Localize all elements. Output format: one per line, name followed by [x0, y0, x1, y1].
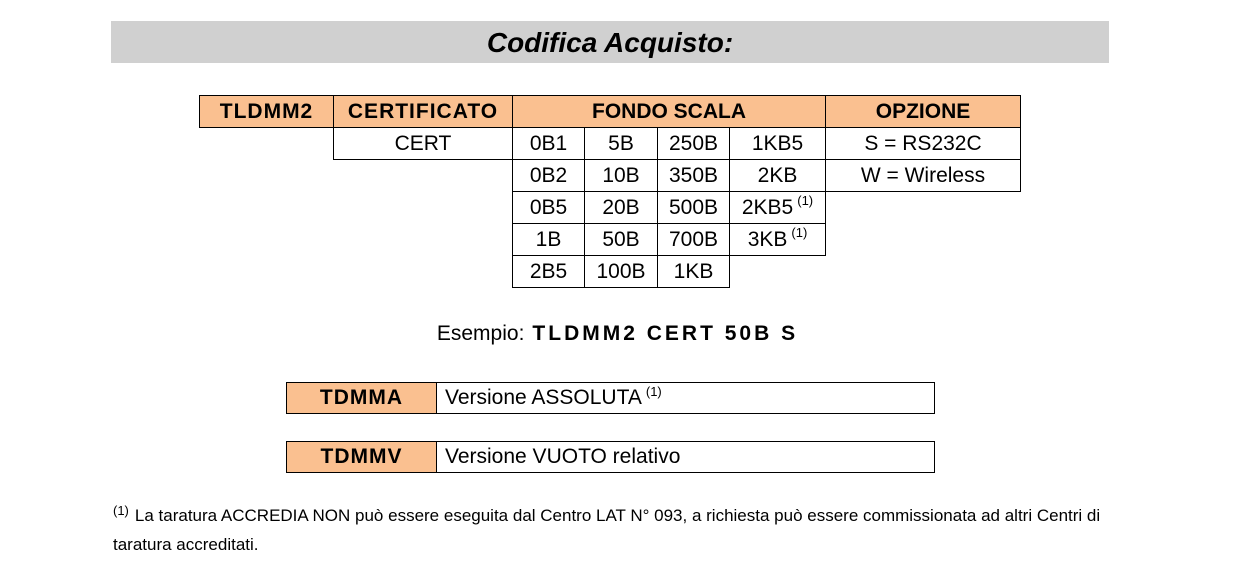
option-serial: S = RS232C	[825, 127, 1021, 160]
version-code-absolute: TDMMA	[286, 382, 437, 414]
full-scale-cell: 500B	[657, 191, 730, 224]
full-scale-cell: 50B	[584, 223, 658, 256]
header-full-scale: FONDO SCALA	[512, 95, 826, 128]
full-scale-value: 3KB	[747, 227, 788, 251]
option-wireless: W = Wireless	[825, 159, 1021, 192]
footnote-text: La taratura ACCREDIA NON può essere eseguita dal Centro LAT N° 093, a richiesta può essere commissionata ad altri Centri di taratura accreditati.	[113, 506, 1101, 554]
header-certificate: CERTIFICATO	[333, 95, 513, 128]
header-option: OPZIONE	[825, 95, 1021, 128]
full-scale-cell: 0B2	[512, 159, 585, 192]
example-label: Esempio:	[436, 322, 525, 345]
full-scale-value: 2KB5	[741, 195, 794, 219]
full-scale-cell: 2KB	[729, 159, 826, 192]
full-scale-cell: 700B	[657, 223, 730, 256]
full-scale-cell: 0B5	[512, 191, 585, 224]
full-scale-cell: 350B	[657, 159, 730, 192]
full-scale-cell: 20B	[584, 191, 658, 224]
version-desc-vacuum	[436, 441, 935, 473]
footnote	[113, 502, 1123, 559]
note-marker: (1)	[645, 383, 662, 399]
version-code-vacuum: TDMMV	[286, 441, 437, 473]
version-description: Versione ASSOLUTA	[445, 386, 642, 409]
full-scale-cell: 250B	[657, 127, 730, 160]
version-description: Versione VUOTO relativo	[445, 445, 681, 468]
version-desc-absolute	[436, 382, 935, 414]
note-marker: (1)	[791, 225, 808, 240]
full-scale-cell: 1B	[512, 223, 585, 256]
example-line	[0, 322, 1235, 346]
full-scale-cell: 2B5	[512, 255, 585, 288]
full-scale-cell: 10B	[584, 159, 658, 192]
certificate-value: CERT	[333, 127, 513, 160]
full-scale-cell: 1KB5	[729, 127, 826, 160]
full-scale-cell-noted	[729, 191, 826, 224]
title-bar	[111, 21, 1109, 63]
header-model: TLDMM2	[199, 95, 334, 128]
full-scale-cell: 1KB	[657, 255, 730, 288]
example-code: TLDMM2 CERT 50B S	[532, 322, 799, 345]
note-marker: (1)	[797, 193, 814, 208]
full-scale-cell-noted	[729, 223, 826, 256]
full-scale-cell: 100B	[584, 255, 658, 288]
full-scale-cell: 5B	[584, 127, 658, 160]
footnote-marker: (1)	[113, 503, 129, 518]
full-scale-cell: 0B1	[512, 127, 585, 160]
page-title: Codifica Acquisto:	[486, 27, 734, 58]
